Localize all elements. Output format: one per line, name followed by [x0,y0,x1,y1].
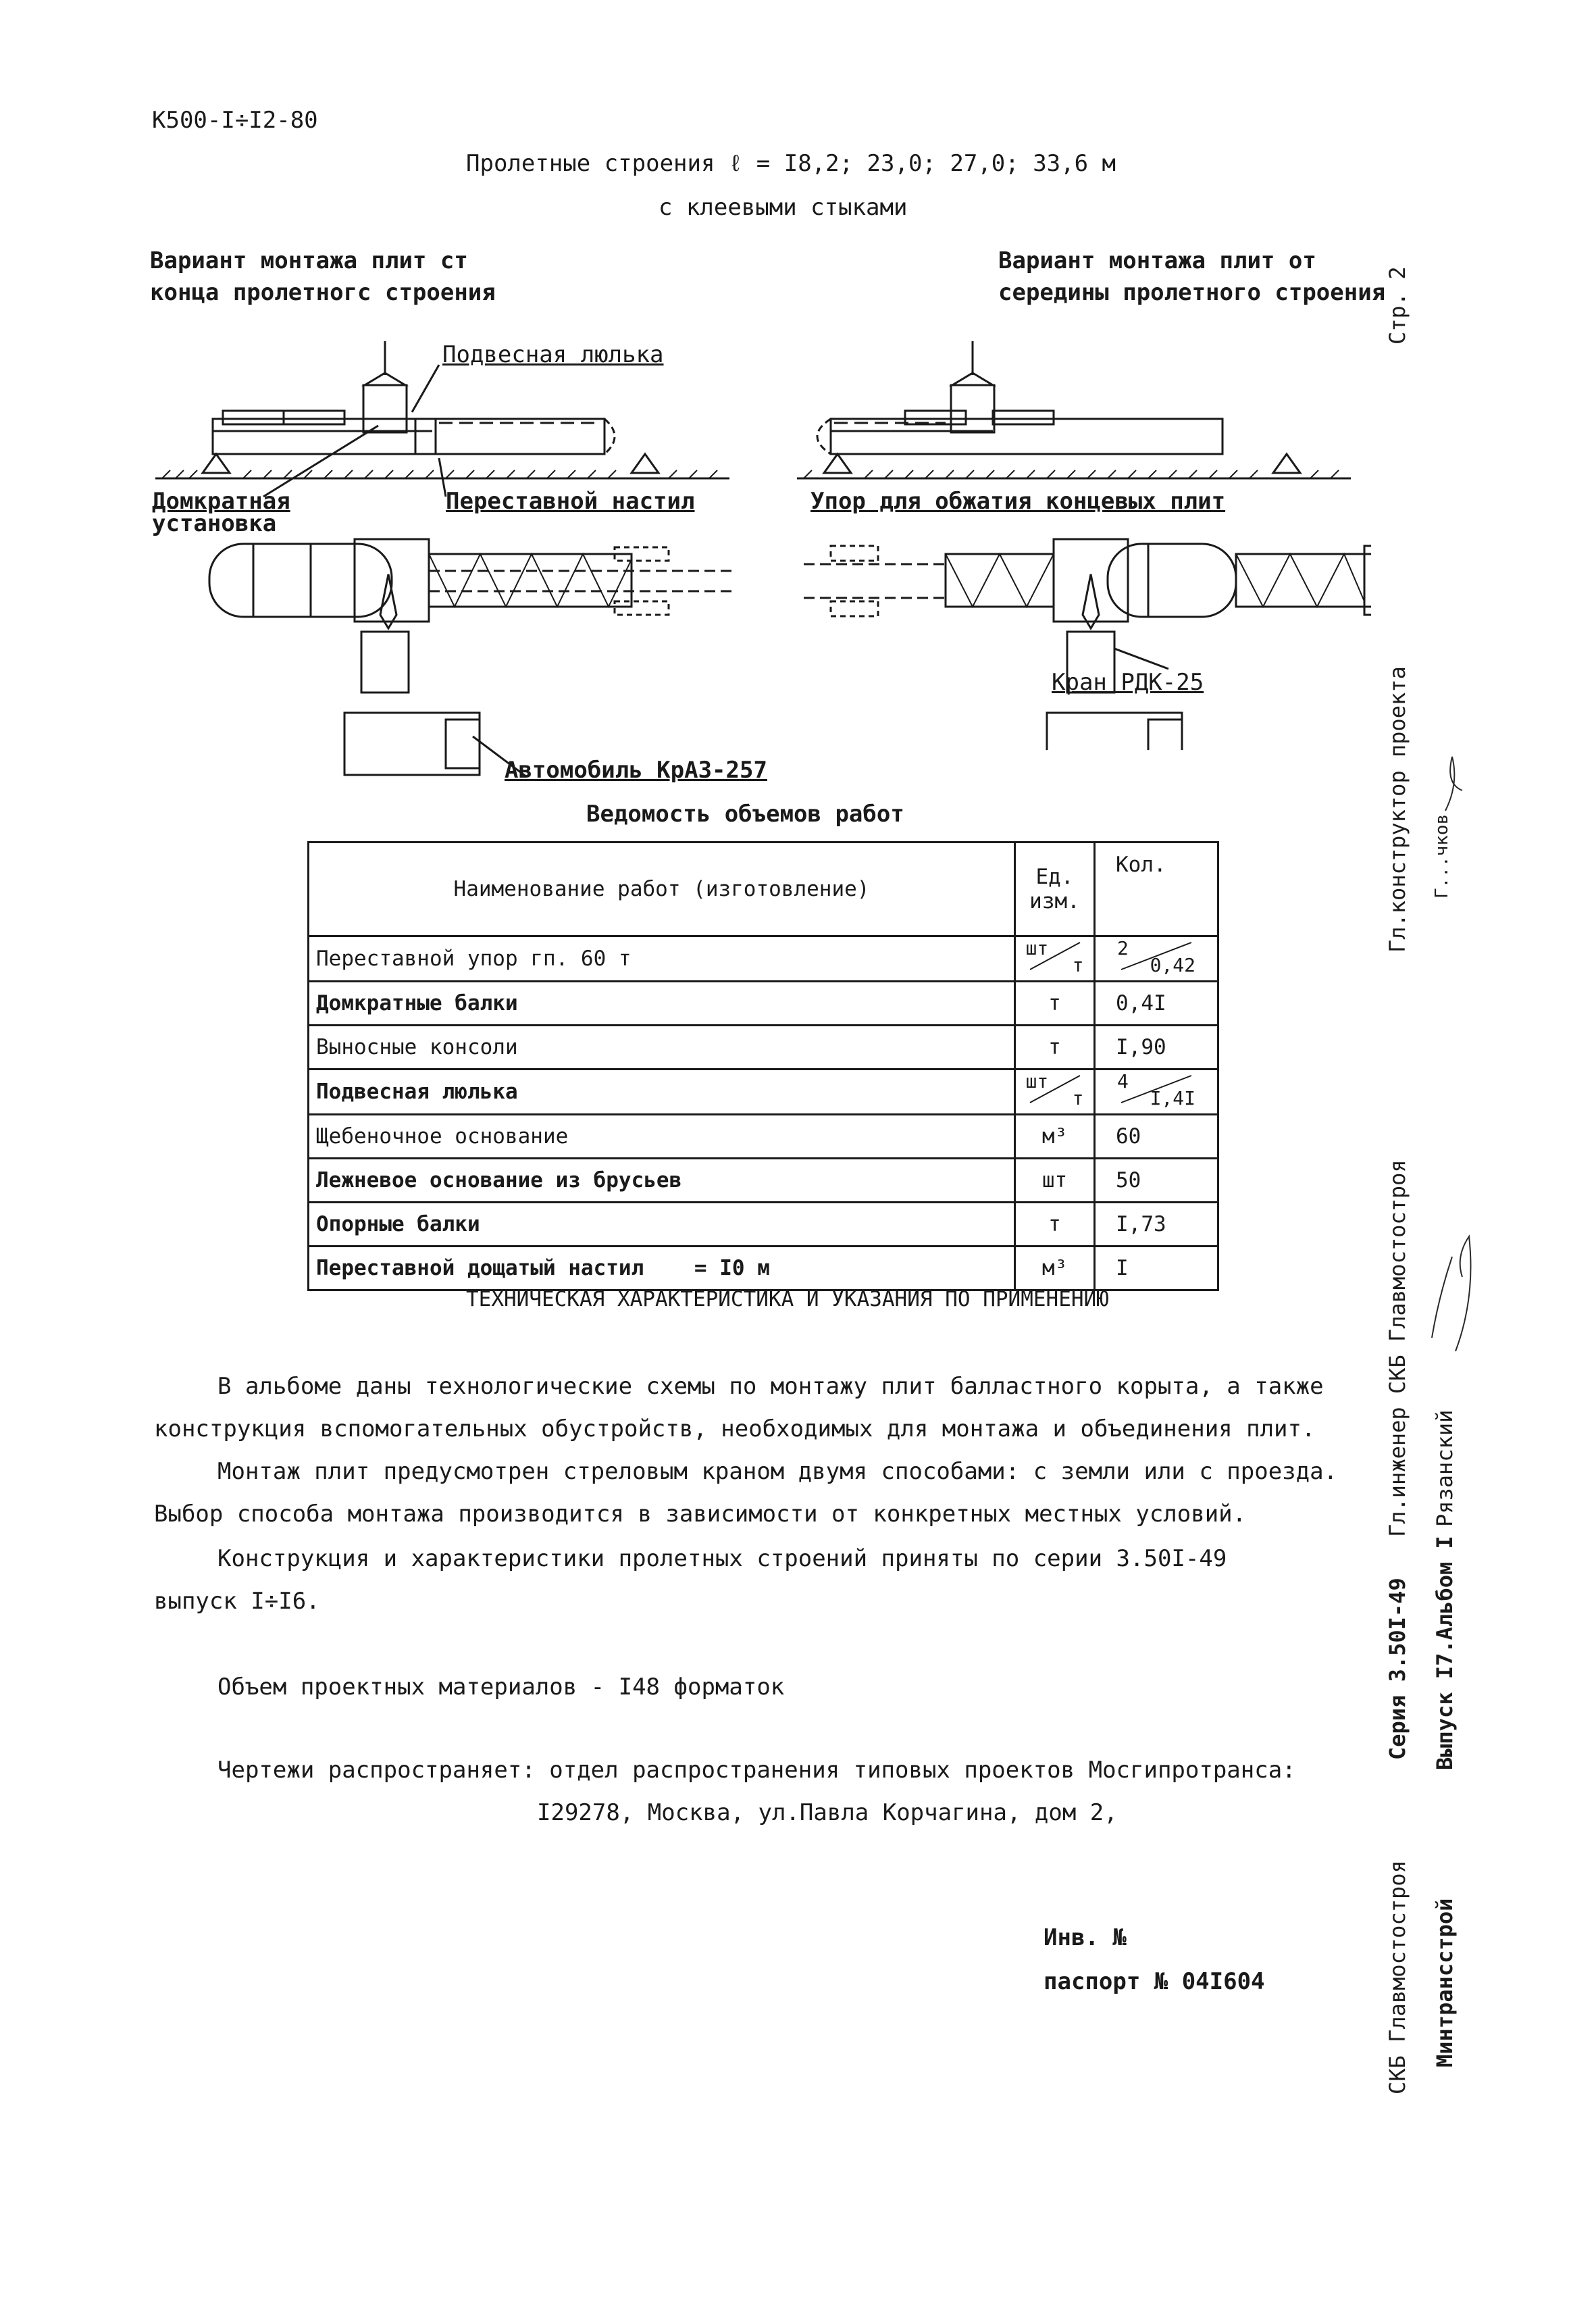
table-row [309,1159,1218,1203]
stamp-org1: СКБ Главмостостроя [1385,1860,1410,2094]
stamp-org2: Минтрансстрой [1432,1898,1458,2067]
table-row [309,1203,1218,1247]
row-name: Опорные балки [309,1203,1015,1247]
left-variant-heading-2: конца пролетногс строения [150,279,496,306]
stamp-chief-constructor-name: Г...чков [1432,813,1452,899]
inventory-number: Инв. № [1044,1924,1127,1951]
signatures [1418,676,1499,1527]
works-volume-table [307,841,1219,1291]
row-name: Лежневое основание из брусьев [309,1159,1015,1203]
label-movable-deck: Переставной настил [446,488,695,515]
stamp-chief-engineer-name: Рязанский [1432,1409,1458,1527]
body-p3-line1: Конструкция и характеристики пролетных строений приняты по серии 3.50I-49 [217,1545,1227,1572]
table-row [309,982,1218,1026]
col-header-name: Наименование работ (изготовление) [309,842,1015,936]
stamp-issue: Выпуск I7.Альбом I [1432,1536,1458,1770]
row-name: Выносные консоли [309,1026,1015,1070]
stamp-series: Серия 3.50I-49 [1385,1578,1410,1760]
table-row [309,1247,1218,1290]
body-p2-line1: Монтаж плит предусмотрен стреловым краном двумя способами: с земли или с проезда. [217,1458,1338,1485]
page-title: Пролетные строения ℓ = I8,2; 23,0; 27,0; 33,6 м [466,150,1116,177]
label-end-plate-stop: Упор для обжатия концевых плит [810,488,1226,515]
section-heading: ТЕХНИЧЕСКАЯ ХАРАКТЕРИСТИКА И УКАЗАНИЯ ПО ПРИМЕНЕНИЮ [466,1287,1109,1311]
row-unit: шт т [1015,936,1095,982]
label-suspended-cradle: Подвесная люлька [442,341,664,368]
row-unit: шт т [1015,1070,1095,1115]
row-qty: 0,4I [1095,982,1218,1026]
table-title: Ведомость объемов работ [586,801,904,828]
page-subtitle: с клеевыми стыками [659,194,908,221]
row-name: Домкратные балки [309,982,1015,1026]
row-qty: 2 0,42 [1095,936,1218,982]
stamp-page: Стр. 2 [1385,266,1410,345]
row-unit: т [1015,1203,1095,1247]
label-truck: Автомобиль КрАЗ-257 [505,757,767,784]
row-qty: 4 I,4I [1095,1070,1218,1115]
table-row [309,1026,1218,1070]
row-name: Подвесная люлька [309,1070,1015,1115]
right-variant-heading-2: середины пролетного строения [998,279,1386,306]
table-row [309,936,1218,982]
row-name: Щебеночное основание [309,1115,1015,1159]
left-erection-diagram [149,331,756,790]
row-qty: I,90 [1095,1026,1218,1070]
stamp-chief-constructor: Гл.конструктор проекта [1385,666,1410,953]
body-p2-line2: Выбор способа монтажа производится в зависимости от конкретных местных условий. [154,1501,1247,1528]
row-unit: т [1015,982,1095,1026]
label-jack-unit-2: установка [152,510,277,537]
body-volume: Объем проектных материалов - I48 форматок [217,1674,785,1701]
row-qty: 60 [1095,1115,1218,1159]
row-name: Переставной дощатый настил = I0 м [309,1247,1015,1290]
col-header-unit: Ед. изм. [1015,842,1095,936]
table-row [309,1115,1218,1159]
row-unit: м³ [1015,1115,1095,1159]
row-qty: I,73 [1095,1203,1218,1247]
label-crane: Кран РДК-25 [1052,669,1204,696]
body-p1-line2: конструкция вспомогательных обустройств, необходимых для монтажа и объединения плит. [154,1415,1316,1442]
body-p1-line1: В альбоме даны технологические схемы по монтажу плит балластного корыта, а также [217,1373,1324,1400]
row-name: Переставной упор гп. 60 т [309,936,1015,982]
right-variant-heading-1: Вариант монтажа плит от [998,247,1316,274]
table-row [309,1070,1218,1115]
body-p3-line2: выпуск I÷I6. [154,1588,320,1615]
stamp-chief-engineer: Гл.инженер СКБ Главмостостроя [1385,1159,1410,1537]
table-header-row [309,842,1218,936]
row-qty: 50 [1095,1159,1218,1203]
row-unit: шт [1015,1159,1095,1203]
body-distrib-line1: Чертежи распространяет: отдел распространения типовых проектов Мосгипротранса: [217,1757,1296,1784]
row-qty: I [1095,1247,1218,1290]
label-jack-unit-1: Домкратная [152,488,290,515]
doc-code: К500-I÷I2-80 [152,107,318,134]
body-distrib-line2: I29278, Москва, ул.Павла Корчагина, дом 2, [537,1799,1118,1826]
row-unit: м³ [1015,1247,1095,1290]
row-unit: т [1015,1026,1095,1070]
passport-number: паспорт № 04I604 [1044,1968,1265,1995]
col-header-qty: Кол. [1095,842,1218,936]
left-variant-heading-1: Вариант монтажа плит ст [150,247,468,274]
